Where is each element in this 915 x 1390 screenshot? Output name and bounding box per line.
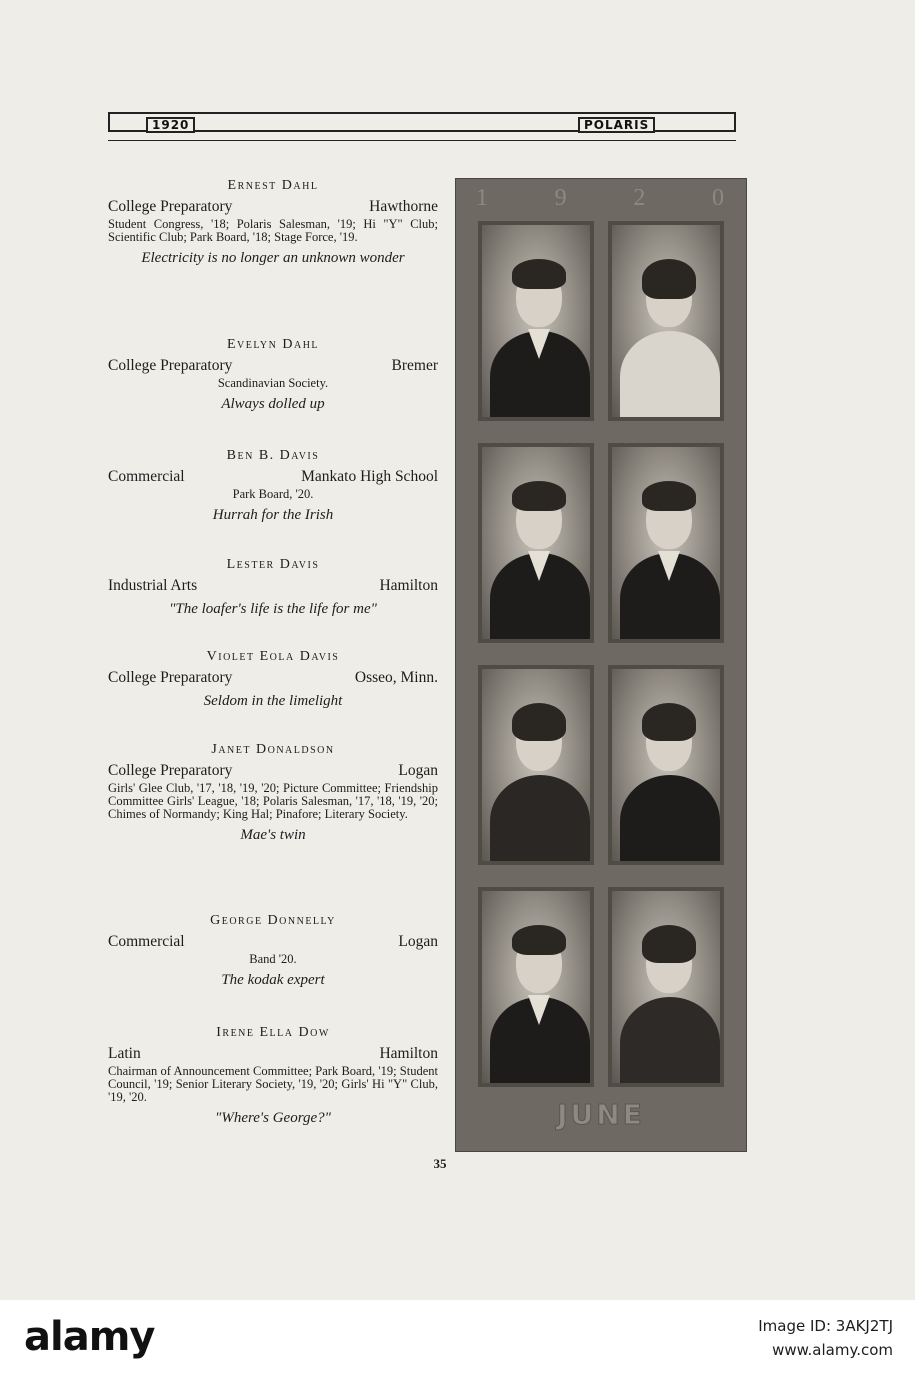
student-motto: The kodak expert — [221, 972, 325, 988]
student-course: College Preparatory — [108, 762, 233, 779]
student-course: Industrial Arts — [108, 577, 198, 594]
student-entry — [108, 913, 438, 989]
student-school: Hamilton — [379, 1045, 438, 1062]
student-activities: Girls' Glee Club, '17, '18, '19, '20; Picture Committee; Friendship Committee Girls' League, '18; Polaris Salesman, '17, '18, '19, '20; Chimes of Normandy; King Hal; Pinafore; Literary Society. — [108, 781, 438, 821]
student-name: Violet Eola Davis — [206, 649, 340, 664]
student-motto: Always dolled up — [221, 396, 325, 412]
student-school: Hawthorne — [369, 198, 438, 215]
header-year: 1920 — [146, 117, 195, 133]
student-name: George Donnelly — [210, 913, 336, 928]
photo-strip — [455, 178, 747, 1152]
strip-year-digit: 9 — [554, 185, 569, 211]
portrait-photo — [608, 665, 724, 865]
student-name: Evelyn Dahl — [226, 337, 320, 352]
student-activities: Chairman of Announcement Committee; Park Board, '19; Student Council, '19; Senior Literary Society, '19, '20; Girls' Hi "Y" Club, '19, '20. — [108, 1064, 438, 1104]
image-id: Image ID: 3AKJ2TJ — [758, 1317, 893, 1335]
header-title: POLARIS — [578, 117, 655, 133]
portrait-photo — [608, 443, 724, 643]
student-activities: Scandinavian Society. — [217, 376, 329, 390]
student-school: Logan — [398, 933, 438, 950]
student-course: College Preparatory — [108, 198, 233, 215]
strip-year-digit: 1 — [476, 185, 490, 211]
student-motto: Hurrah for the Irish — [212, 507, 334, 523]
student-motto: Electricity is no longer an unknown wonder — [141, 250, 405, 266]
portrait-photo — [478, 887, 594, 1087]
student-motto: Mae's twin — [240, 827, 306, 843]
page-number: 35 — [433, 1156, 447, 1171]
portrait-photo — [608, 887, 724, 1087]
student-name: Janet Donaldson — [211, 742, 335, 757]
student-name: Lester Davis — [226, 557, 320, 572]
student-name: Ernest Dahl — [227, 178, 319, 193]
student-school: Hamilton — [379, 577, 438, 594]
image-info — [758, 1314, 893, 1362]
student-school: Logan — [398, 762, 438, 779]
student-motto: "Where's George?" — [215, 1110, 331, 1126]
student-name: Ben B. Davis — [226, 448, 320, 463]
student-activities: Student Congress, '18; Polaris Salesman, '19; Hi "Y" Club; Scientific Club; Park Board, '18; Stage Force, '19. — [108, 217, 438, 244]
student-entry — [108, 337, 438, 413]
portrait-photo — [478, 665, 594, 865]
student-school: Bremer — [391, 357, 438, 374]
footer-url: www.alamy.com — [772, 1341, 893, 1359]
student-entry — [108, 1025, 438, 1127]
student-entry — [108, 557, 438, 618]
student-entry — [108, 649, 438, 710]
portrait-photo — [478, 221, 594, 421]
brand-logo: alamy — [24, 1314, 155, 1360]
student-entry — [108, 178, 438, 267]
strip-month: JUNE — [557, 1098, 645, 1131]
student-motto: "The loafer's life is the life for me" — [169, 601, 377, 617]
strip-year-digit: 2 — [633, 185, 648, 211]
student-course: Commercial — [108, 468, 185, 485]
stock-footer — [0, 1300, 915, 1390]
student-motto: Seldom in the limelight — [203, 693, 343, 709]
student-activities: Park Board, '20. — [232, 487, 314, 501]
student-course: College Preparatory — [108, 357, 233, 374]
page-header — [108, 110, 736, 144]
student-course: College Preparatory — [108, 669, 233, 686]
strip-year-digit: 0 — [711, 185, 726, 211]
portrait-photo — [608, 221, 724, 421]
student-entry — [108, 448, 438, 524]
student-entry — [108, 742, 438, 844]
student-name: Irene Ella Dow — [216, 1025, 330, 1040]
student-course: Commercial — [108, 933, 185, 950]
student-activities: Band '20. — [249, 952, 297, 966]
student-school: Mankato High School — [301, 468, 438, 485]
student-school: Osseo, Minn. — [354, 669, 438, 686]
portrait-photo — [478, 443, 594, 643]
strip-year — [476, 185, 726, 212]
student-course: Latin — [108, 1045, 141, 1062]
